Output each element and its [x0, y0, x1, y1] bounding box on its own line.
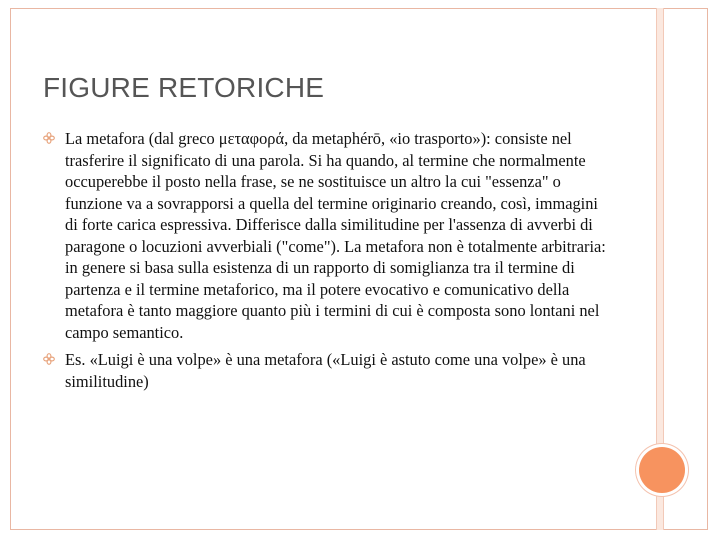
bullet-item-esempio — [43, 349, 613, 392]
orange-circle-icon — [639, 447, 685, 493]
flower-bullet-icon — [43, 353, 55, 365]
slide-title: FIGURE RETORICHE — [43, 72, 325, 103]
bullet-list — [43, 128, 613, 398]
decorative-vertical-rule — [656, 8, 664, 445]
bullet-text: Es. «Luigi è una volpe» è una metafora («Luigi è astuto come una volpe» è una similitudine) — [65, 350, 586, 391]
flower-bullet-icon — [43, 132, 55, 144]
decorative-vertical-rule-lower — [656, 494, 664, 530]
bullet-text: La metafora (dal greco μεταφορά, da metaphérō, «io trasporto»): consiste nel trasferire il significato di una parola. Si ha quando, al termine che normalmente occuperebbe il posto nella frase, se ne sostituisce un altro la cui "essenza" o funzione va a sovrapporsi a quella del termine originario creando, così, immagini di forte carica espressiva. Differisce dalla similitudine per l'assenza di avverbi di paragone o locuzioni avverbiali ("come"). La metafora non è totalmente arbitraria: in genere si basa sulla esistenza di un rapporto di somiglianza tra il termine di partenza e il termine metaforico, ma il potere evocativo e comunicativo della metafora è tanto maggiore quanto più i termini di cui è composta sono lontani nel campo semantico. — [65, 129, 606, 342]
bullet-item-metafora — [43, 128, 613, 343]
